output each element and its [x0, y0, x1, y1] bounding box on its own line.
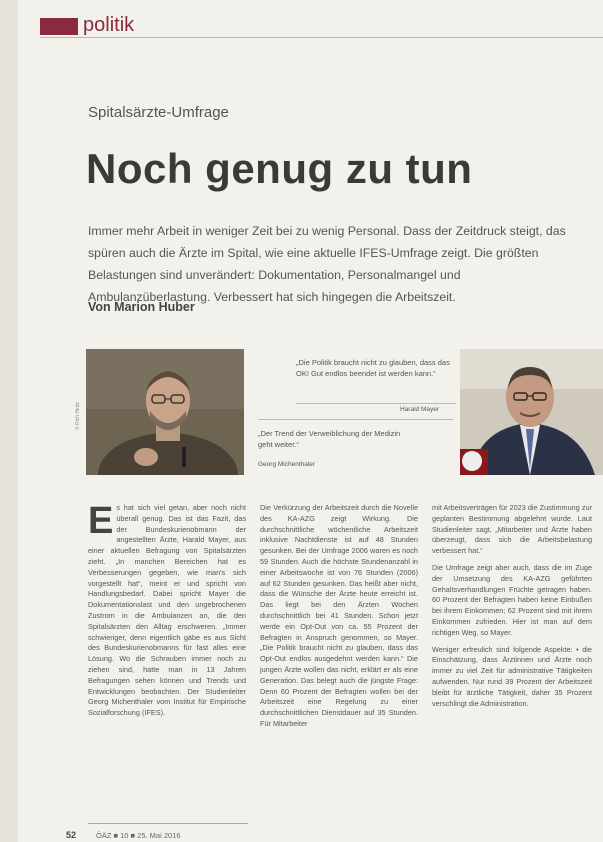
quote-attribution-1: Harald Mayer: [400, 406, 440, 413]
quote-attribution-2: Georg Michenthaler: [258, 461, 316, 468]
article-headline: Noch genug zu tun: [86, 145, 473, 192]
article-column-3: [432, 503, 592, 715]
section-color-bar: [40, 18, 78, 35]
pull-quote-1: „Die Politik braucht nicht zu glauben, dass das OK! Gut endlos beendet ist werden kann.“: [296, 358, 450, 378]
quote-divider: [296, 403, 456, 404]
photo-harald-mayer: [86, 349, 244, 475]
article-author: Von Marion Huber: [88, 300, 195, 314]
article-column-2: [260, 503, 418, 736]
portrait-illustration-left: [86, 349, 244, 475]
issue-info: ÖÄZ ■ 10 ■ 25. Mai 2016: [96, 831, 181, 840]
paragraph: Weniger erfreulich sind folgende Aspekte: • die Einschätzung, dass Ärztinnen und Ärzte noch immer zu viel Zeit für administrative Tätigkeiten aufwenden. Nur rund 39 Prozent der Arbeitszeit bleibt für ärztliche Tätigkeit, daher 35 Prozent verschlingt die Administration.: [432, 644, 592, 708]
drop-cap: E: [88, 500, 114, 542]
paragraph: s hat sich viel getan, aber noch nicht überall genug. Das ist das Fazit, das der Bundeskurienobmann der angestellten Ärzte, Harald Mayer, aus einer aktuellen Befragung von Spitalsärzten zieht. „In manchen Bereichen hat es Verbesserungen gegeben, wie man's sich vorgestellt hat“, meint er und spricht von Handlungsbedarf. Dabei spricht Mayer die Dokumentationslast und den ungebrochenen Zustrom in die Ambulanzen an, die den Spitalsärzten den Alltag erschweren. „Immer schwieriger, denn eigentlich gäbe es aus Sicht des Bundeskurienobmanns für fast alles eine Lösung. Wo die Schrauben immer noch zu ziehen sind, hatte man in 13 Jahren Befragungen sehen können und Trends und Entwicklungen beobachten. Der Studienleiter Georg Michenthaler vom Institut für Empirische Sozialforschung (IFES).: [88, 503, 246, 718]
page-number: 52: [66, 830, 77, 840]
article-lead: Immer mehr Arbeit in weniger Zeit bei zu wenig Personal. Dass der Zeitdruck steigt, das spüren auch die Ärzte im Spital, wie eine aktuelle IFES-Umfrage zeigt. Die größten Belastungen sind unverändert: Dokumentation, Personalmangel und Ambulanzüberlastung. Verbessert hat sich hingegen die Arbeitszeit.: [88, 224, 566, 304]
portrait-illustration-right: [460, 349, 603, 475]
article-column-1: [88, 500, 246, 725]
photo-credit: © Rich Hintz: [75, 402, 81, 430]
footer-rule: [88, 823, 248, 824]
pull-quote-2: „Der Trend der Verweiblichung der Medizin geht weiter.“: [258, 429, 401, 449]
paragraph: Die Verkürzung der Arbeitszeit durch die Novelle des KA-AZG zeigt Wirkung. Die durchschnittliche wöchentliche Arbeitszeit inklusive Nachtdienste ist auf 48 Stunden gesunken. Bei der Umfrage 2006 waren es noch 59 Stunden. Auch die höchste Stundenanzahl in einer Arbeitswoche ist von 76 Stunden (2006) auf 62 Stunden gesunken. Das heißt aber nicht, dass die Wünsche der Ärzte heute erreicht ist. Das liegt bei den Ärzten Wochen durchschnittlich bei 41 Stunden. Schon jetzt werde ein Opt-Out von ca. 55 Prozent der Befragten in Anspruch genommen, so Mayer. „Die Politik braucht nicht zu glauben, dass das Opt-Out endlos ausgedehnt werden kann.“ Die jungen Ärzte wollen das nicht, erklärt er als eine Generation. Das belegt auch die jüngste Frage: Denn 60 Prozent der Befragten wollen bei der Arbeitszeit eine Regelung zu einer durchschnittlichen Dienstdauer auf 35 Stunden. Für Mitarbeiter: [260, 503, 418, 728]
header-rule: [40, 37, 603, 38]
paragraph: Die Umfrage zeigt aber auch, dass die im Zuge der Umsetzung des KA-AZG geführten Gehaltsverhandlungen Früchte getragen haben. 60 Prozent der Befragten haben keine Einbußen bei ihrem Einkommen; 62 Prozent sind mit ihrem Einkommen zufrieden. Hier ist man auf dem richtigen Weg, so Mayer.: [432, 562, 592, 637]
paragraph: mit Arbeitsverträgen für 2023 die Zustimmung zur geplanten Bestimmung abgelehnt wurde. Laut Studienleiter sagt, „Mitarbeiter und Ärzte haben überzeugt, dass sich die Arbeitsbelastung verbessert hat.“: [432, 503, 592, 556]
section-title: politik: [83, 14, 135, 36]
quote-divider: [258, 419, 453, 420]
article-kicker: Spitalsärzte-Umfrage: [88, 104, 229, 121]
page-edge: [0, 0, 18, 842]
photo-georg-michenthaler: [460, 349, 603, 475]
